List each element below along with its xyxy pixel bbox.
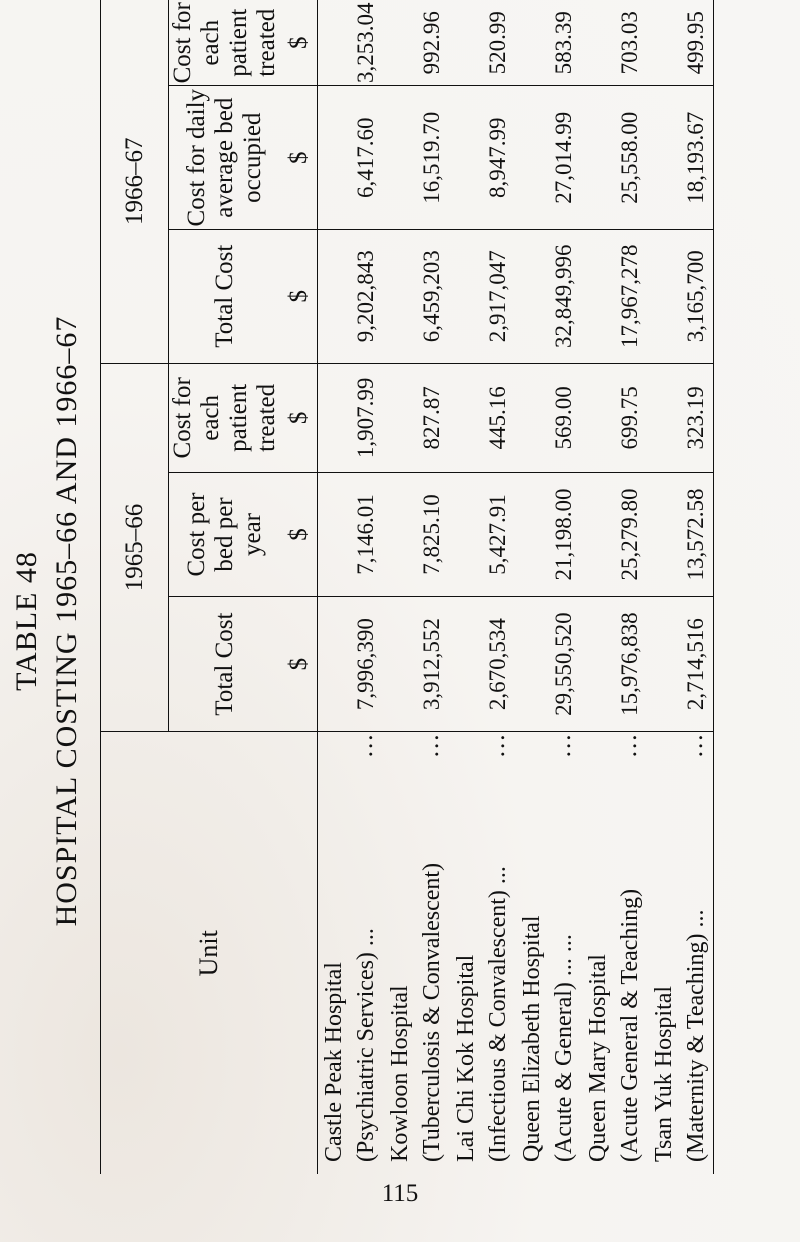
value-cell: 3,253.04 bbox=[353, 2, 378, 83]
col-header-cost-per-patient-1965: Cost for each patient treated bbox=[169, 363, 282, 473]
value-cell: 25,558.00 bbox=[581, 86, 647, 229]
currency-mark: $ bbox=[281, 229, 317, 363]
hospital-name: Lai Chi Kok Hospital bbox=[453, 954, 479, 1162]
col-header-total-cost-1966: Total Cost bbox=[169, 229, 282, 363]
value-cell: 5,427.91 bbox=[449, 473, 515, 597]
hospital-type: (Acute General & Teaching) bbox=[617, 888, 643, 1162]
value-cell: 17,967,278 bbox=[581, 229, 647, 363]
value-cell: 9,202,843 bbox=[317, 229, 383, 363]
leader-dots: ... bbox=[317, 732, 383, 757]
value-cell: 18,193.67 bbox=[647, 86, 713, 229]
leader-dots: ... bbox=[515, 732, 581, 757]
value-cell: 29,550,520 bbox=[515, 596, 581, 732]
currency-mark: $ bbox=[281, 0, 317, 86]
hospital-name: Kowloon Hospital bbox=[387, 985, 413, 1162]
col-header-cost-per-bed-1965: Cost per bed per year bbox=[169, 473, 282, 597]
leader-dots: ... bbox=[581, 732, 647, 757]
value-cell: 21,198.00 bbox=[515, 473, 581, 597]
table-row bbox=[515, 0, 581, 1174]
value-cell: 6,417.60 bbox=[317, 86, 383, 229]
hospital-type: (Acute & General) ... ... bbox=[551, 934, 577, 1162]
leader-dots: ... bbox=[383, 732, 449, 757]
table-row bbox=[647, 0, 713, 1174]
value-cell: 3,912,552 bbox=[383, 596, 449, 732]
hospital-name: Castle Peak Hospital bbox=[321, 962, 348, 1162]
value-cell: 569.00 bbox=[515, 363, 581, 473]
hospital-name: Queen Elizabeth Hospital bbox=[519, 915, 545, 1162]
table-label: TABLE 48 bbox=[10, 551, 43, 691]
currency-mark: $ bbox=[281, 86, 317, 229]
unit-header: Unit bbox=[101, 732, 318, 1174]
unit-name bbox=[581, 757, 647, 1174]
value-cell: 499.95 bbox=[647, 0, 713, 86]
col-header-cost-daily-bed-1966: Cost for daily average bed occupied bbox=[169, 86, 282, 229]
value-cell: 3,165,700 bbox=[647, 229, 713, 363]
value-cell: 27,014.99 bbox=[515, 86, 581, 229]
hospital-type: (Maternity & Teaching) ... bbox=[682, 909, 709, 1162]
table-row bbox=[317, 0, 383, 1174]
value-cell: 699.75 bbox=[581, 363, 647, 473]
value-cell: 16,519.70 bbox=[383, 86, 449, 229]
hospital-costing-table bbox=[100, 0, 714, 1174]
value-cell: 827.87 bbox=[383, 363, 449, 473]
value-cell: 323.19 bbox=[647, 363, 713, 473]
value-cell: 992.96 bbox=[419, 11, 444, 75]
col-header-total-cost-1965: Total Cost bbox=[169, 596, 282, 732]
value-cell: 2,670,534 bbox=[449, 596, 515, 732]
unit-name bbox=[449, 757, 515, 1174]
value-cell: 32,849,996 bbox=[515, 229, 581, 363]
currency-mark: $ bbox=[281, 473, 317, 597]
value-cell: 7,146.01 bbox=[317, 473, 383, 597]
value-cell: 520.99 bbox=[485, 11, 510, 75]
currency-mark: $ bbox=[281, 596, 317, 732]
value-cell: 15,976,838 bbox=[581, 596, 647, 732]
period-header-1966: 1966–67 bbox=[101, 0, 169, 363]
leader-dots: ... bbox=[449, 732, 515, 757]
table-row bbox=[449, 0, 515, 1174]
table-body bbox=[317, 0, 713, 1174]
table-row bbox=[383, 0, 449, 1174]
hospital-name: Tsan Yuk Hospital bbox=[650, 985, 677, 1162]
value-cell: 2,917,047 bbox=[449, 229, 515, 363]
col-header-cost-per-patient-1966: Cost for each patient treated bbox=[169, 2, 280, 84]
unit-name bbox=[317, 757, 383, 1174]
hospital-type: (Tuberculosis & Convalescent) bbox=[419, 862, 445, 1162]
value-cell: 703.03 bbox=[617, 11, 642, 75]
unit-name bbox=[647, 757, 713, 1174]
table-title: HOSPITAL COSTING 1965–66 AND 1966–67 bbox=[50, 315, 83, 927]
unit-name bbox=[515, 757, 581, 1174]
value-cell: 583.39 bbox=[551, 11, 576, 75]
unit-name bbox=[383, 757, 449, 1174]
value-cell: 25,279.80 bbox=[581, 473, 647, 597]
value-cell: 7,825.10 bbox=[383, 473, 449, 597]
hospital-type: (Psychiatric Services) ... bbox=[353, 928, 380, 1162]
value-cell: 8,947.99 bbox=[449, 86, 515, 229]
table-row bbox=[581, 0, 647, 1174]
value-cell: 2,714,516 bbox=[647, 596, 713, 732]
hospital-type: (Infectious & Convalescent) ... bbox=[485, 866, 511, 1162]
hospital-name: Queen Mary Hospital bbox=[585, 954, 611, 1162]
value-cell: 445.16 bbox=[449, 363, 515, 473]
leader-dots: ... bbox=[647, 732, 713, 757]
value-cell: 6,459,203 bbox=[383, 229, 449, 363]
value-cell: 7,996,390 bbox=[317, 596, 383, 732]
period-header-1965: 1965–66 bbox=[101, 363, 169, 732]
value-cell: 1,907.99 bbox=[317, 363, 383, 473]
value-cell: 13,572.58 bbox=[647, 473, 713, 597]
currency-mark: $ bbox=[281, 363, 317, 473]
page-number: 115 bbox=[381, 1180, 419, 1207]
